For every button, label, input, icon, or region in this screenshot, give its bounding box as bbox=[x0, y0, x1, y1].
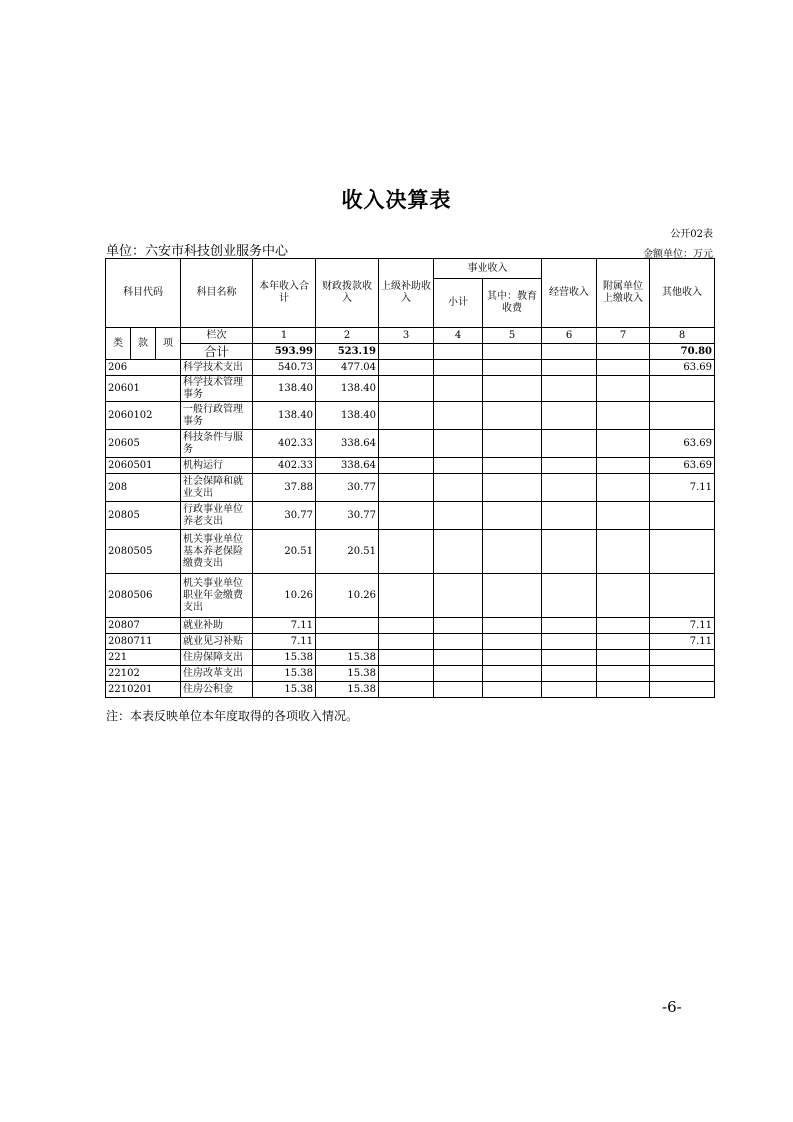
header-xiang: 项 bbox=[156, 328, 181, 360]
row-c8: 63.69 bbox=[650, 360, 715, 376]
col-num-5: 5 bbox=[483, 328, 542, 344]
row-name: 社会保障和就业支出 bbox=[181, 474, 253, 502]
row-code: 20601 bbox=[106, 376, 181, 402]
row-code: 20807 bbox=[106, 618, 181, 634]
total-c1: 593.99 bbox=[253, 344, 316, 360]
row-c2: 338.64 bbox=[316, 430, 379, 458]
row-c2: 15.38 bbox=[316, 666, 379, 682]
table-row bbox=[106, 430, 715, 458]
row-name: 科技条件与服务 bbox=[181, 430, 253, 458]
row-code: 22102 bbox=[106, 666, 181, 682]
header-c5: 其中：教育收费 bbox=[483, 279, 542, 328]
row-c2 bbox=[316, 634, 379, 650]
row-c1: 15.38 bbox=[253, 650, 316, 666]
row-name: 机关事业单位职业年金缴费支出 bbox=[181, 574, 253, 618]
row-c1: 138.40 bbox=[253, 376, 316, 402]
row-code: 2210201 bbox=[106, 682, 181, 698]
row-c8 bbox=[650, 530, 715, 574]
row-c2: 10.26 bbox=[316, 574, 379, 618]
col-num-2: 2 bbox=[316, 328, 379, 344]
col-num-7: 7 bbox=[597, 328, 650, 344]
table-row bbox=[106, 458, 715, 474]
row-c1: 7.11 bbox=[253, 634, 316, 650]
header-kuan: 款 bbox=[131, 328, 156, 360]
page-number: -6- bbox=[662, 998, 682, 1016]
header-code: 科目代码 bbox=[106, 259, 181, 328]
row-name: 住房保障支出 bbox=[181, 650, 253, 666]
col-num-8: 8 bbox=[650, 328, 715, 344]
total-c8: 70.80 bbox=[650, 344, 715, 360]
row-c8 bbox=[650, 650, 715, 666]
money-unit: 金额单位：万元 bbox=[643, 249, 713, 260]
header-lanci: 栏次 bbox=[181, 328, 253, 344]
header-c8: 其他收入 bbox=[650, 259, 715, 328]
col-num-3: 3 bbox=[379, 328, 434, 344]
row-c2 bbox=[316, 618, 379, 634]
row-name: 科学技术支出 bbox=[181, 360, 253, 376]
row-c8: 63.69 bbox=[650, 430, 715, 458]
table-body bbox=[106, 360, 715, 698]
col-num-6: 6 bbox=[542, 328, 597, 344]
unit-name: 单位：六安市科技创业服务中心 bbox=[106, 244, 289, 259]
total-label: 合计 bbox=[181, 344, 253, 360]
header-c7: 附属单位上缴收入 bbox=[597, 259, 650, 328]
row-name: 行政事业单位养老支出 bbox=[181, 502, 253, 530]
col-num-4: 4 bbox=[434, 328, 483, 344]
row-c8 bbox=[650, 502, 715, 530]
header-lei: 类 bbox=[106, 328, 131, 360]
table-row bbox=[106, 402, 715, 430]
row-name: 就业补助 bbox=[181, 618, 253, 634]
row-c8 bbox=[650, 682, 715, 698]
table-row bbox=[106, 376, 715, 402]
table-row bbox=[106, 474, 715, 502]
row-code: 221 bbox=[106, 650, 181, 666]
table-row bbox=[106, 574, 715, 618]
table-row bbox=[106, 650, 715, 666]
row-c2: 138.40 bbox=[316, 376, 379, 402]
header-row-1 bbox=[106, 259, 715, 279]
table-row bbox=[106, 634, 715, 650]
row-name: 就业见习补贴 bbox=[181, 634, 253, 650]
row-name: 科学技术管理事务 bbox=[181, 376, 253, 402]
row-c1: 138.40 bbox=[253, 402, 316, 430]
table-row bbox=[106, 502, 715, 530]
table-row bbox=[106, 618, 715, 634]
row-c2: 15.38 bbox=[316, 650, 379, 666]
row-code: 206 bbox=[106, 360, 181, 376]
row-c1: 37.88 bbox=[253, 474, 316, 502]
footnote: 注：本表反映单位本年度取得的各项收入情况。 bbox=[106, 709, 359, 723]
header-c4: 小计 bbox=[434, 279, 483, 328]
row-c8: 7.11 bbox=[650, 634, 715, 650]
row-name: 一般行政管理事务 bbox=[181, 402, 253, 430]
row-code: 2060501 bbox=[106, 458, 181, 474]
row-name: 住房公积金 bbox=[181, 682, 253, 698]
row-c2: 477.04 bbox=[316, 360, 379, 376]
row-name: 住房改革支出 bbox=[181, 666, 253, 682]
row-c1: 15.38 bbox=[253, 682, 316, 698]
table-row bbox=[106, 682, 715, 698]
row-code: 2080506 bbox=[106, 574, 181, 618]
row-code: 2080711 bbox=[106, 634, 181, 650]
row-c8 bbox=[650, 402, 715, 430]
row-name: 机关事业单位基本养老保险缴费支出 bbox=[181, 530, 253, 574]
row-c1: 20.51 bbox=[253, 530, 316, 574]
header-c6: 经营收入 bbox=[542, 259, 597, 328]
row-code: 20805 bbox=[106, 502, 181, 530]
header-c1: 本年收入合计 bbox=[253, 259, 316, 328]
row-c8: 7.11 bbox=[650, 618, 715, 634]
row-c1: 15.38 bbox=[253, 666, 316, 682]
row-c2: 30.77 bbox=[316, 502, 379, 530]
row-code: 20605 bbox=[106, 430, 181, 458]
row-c8 bbox=[650, 376, 715, 402]
row-code: 2060102 bbox=[106, 402, 181, 430]
row-c8: 7.11 bbox=[650, 474, 715, 502]
page-title: 收入决算表 bbox=[341, 187, 452, 212]
row-c8: 63.69 bbox=[650, 458, 715, 474]
row-c1: 10.26 bbox=[253, 574, 316, 618]
row-c1: 30.77 bbox=[253, 502, 316, 530]
row-c1: 7.11 bbox=[253, 618, 316, 634]
row-c1: 540.73 bbox=[253, 360, 316, 376]
income-table bbox=[105, 258, 715, 698]
row-name: 机构运行 bbox=[181, 458, 253, 474]
row-c8 bbox=[650, 666, 715, 682]
total-row bbox=[106, 344, 715, 360]
row-c2: 20.51 bbox=[316, 530, 379, 574]
row-c2: 30.77 bbox=[316, 474, 379, 502]
header-name: 科目名称 bbox=[181, 259, 253, 328]
row-c8 bbox=[650, 574, 715, 618]
table-row bbox=[106, 666, 715, 682]
row-c2: 15.38 bbox=[316, 682, 379, 698]
row-c2: 338.64 bbox=[316, 458, 379, 474]
header-c3: 上级补助收入 bbox=[379, 259, 434, 328]
table-row bbox=[106, 530, 715, 574]
header-shiye: 事业收入 bbox=[434, 259, 542, 279]
row-c1: 402.33 bbox=[253, 430, 316, 458]
row-code: 2080505 bbox=[106, 530, 181, 574]
lanci-row bbox=[106, 328, 715, 344]
row-c2: 138.40 bbox=[316, 402, 379, 430]
row-c1: 402.33 bbox=[253, 458, 316, 474]
total-c2: 523.19 bbox=[316, 344, 379, 360]
table-row bbox=[106, 360, 715, 376]
row-code: 208 bbox=[106, 474, 181, 502]
header-c2: 财政拨款收入 bbox=[316, 259, 379, 328]
col-num-1: 1 bbox=[253, 328, 316, 344]
form-number: 公开02表 bbox=[670, 229, 713, 240]
